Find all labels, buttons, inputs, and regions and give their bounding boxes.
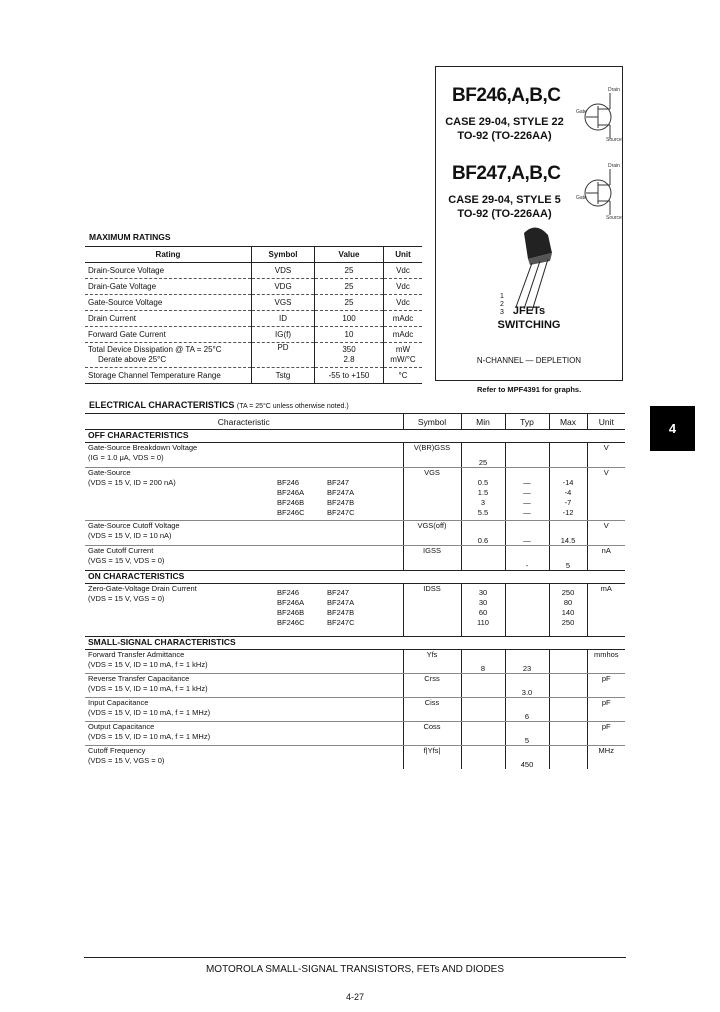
- char-cond: (VGS = 15 V, VDS = 0): [88, 556, 165, 565]
- unit-cell: V: [587, 521, 625, 546]
- max-cell: [549, 722, 587, 746]
- v: 30: [478, 588, 488, 597]
- char-cell: [85, 722, 403, 746]
- off-section: OFF CHARACTERISTICS: [85, 430, 625, 443]
- max-ratings-table: [85, 246, 422, 384]
- char-cell: [85, 521, 403, 546]
- char-name: Forward Transfer Admittance: [88, 650, 185, 659]
- char-name: Cutoff Frequency: [88, 746, 146, 755]
- part: BF246B: [277, 498, 305, 507]
- part-list-2: [327, 478, 355, 518]
- unit-cell: pF: [587, 674, 625, 698]
- source-label-1: Source: [606, 137, 622, 143]
- max-cell: [549, 468, 587, 521]
- max-cell: [549, 746, 587, 770]
- v: 3: [480, 498, 486, 507]
- typ-cell: -: [505, 546, 549, 571]
- v: 250: [561, 588, 575, 597]
- char-name: Gate Cutoff Current: [88, 546, 154, 555]
- symbol-cell: VDS: [252, 263, 315, 279]
- rating-cell: Drain-Gate Voltage: [85, 279, 252, 295]
- small-signal-section: SMALL-SIGNAL CHARACTERISTICS: [85, 637, 625, 650]
- part: BF247C: [327, 618, 355, 627]
- min-cell: 25: [461, 443, 505, 468]
- to92-package-icon: [494, 223, 564, 315]
- electrical-table: [85, 413, 625, 769]
- section-tab: 4: [650, 406, 695, 451]
- part-number-bf246: BF246,A,B,C: [452, 85, 561, 106]
- char-name: Output Capacitance: [88, 722, 155, 731]
- char-cond: (VDS = 15 V, ID = 10 mA, f = 1 kHz): [88, 684, 208, 693]
- char-cell: [85, 746, 403, 770]
- part: BF246B: [277, 608, 305, 617]
- rating-cell: Drain Current: [85, 311, 252, 327]
- min-cell: [461, 546, 505, 571]
- typ-cell: —: [505, 521, 549, 546]
- gate-label-1: Gate: [576, 109, 587, 115]
- col-symbol: Symbol: [252, 247, 315, 263]
- refer-note: Refer to MPF4391 for graphs.: [477, 385, 582, 394]
- electrical-title-line: [89, 400, 349, 410]
- rating-cell: Forward Gate Current: [85, 327, 252, 343]
- table-row: [85, 468, 625, 521]
- char-cond: (VDS = 15 V, VGS = 0): [88, 756, 165, 765]
- sym-cell: Yfs: [403, 650, 461, 674]
- pin-3: 3: [500, 309, 504, 316]
- table-row: [85, 674, 625, 698]
- case-bf246: [442, 115, 567, 143]
- char-cond: (VDS = 15 V, ID = 10 mA, f = 1 MHz): [88, 732, 211, 741]
- unit-cell: pF: [587, 698, 625, 722]
- char-cell: [85, 674, 403, 698]
- col-unit: Unit: [384, 247, 423, 263]
- v: 140: [561, 608, 575, 617]
- footer-rule: [84, 957, 626, 958]
- v: —: [523, 498, 531, 507]
- typ-cell: 23: [505, 650, 549, 674]
- char-cell: [85, 584, 403, 637]
- value-text: 350: [342, 345, 356, 354]
- max-cell: [549, 698, 587, 722]
- unit-cell: °C: [384, 368, 423, 384]
- unit-cell: mmhos: [587, 650, 625, 674]
- v: -7: [564, 498, 572, 507]
- char-cell: [85, 546, 403, 571]
- unit-cell: mAdc: [384, 311, 423, 327]
- rating-cell: Gate-Source Voltage: [85, 295, 252, 311]
- char-cond: (VDS = 15 V, ID = 10 mA, f = 1 kHz): [88, 660, 208, 669]
- min-cell: [461, 698, 505, 722]
- table-row: [85, 722, 625, 746]
- sym-cell: IGSS: [403, 546, 461, 571]
- sym-cell: V(BR)GSS: [403, 443, 461, 468]
- unit-cell: nA: [587, 546, 625, 571]
- value-text-2: 2.8: [343, 355, 355, 364]
- part: BF247B: [327, 498, 355, 507]
- rating-cell: Drain-Source Voltage: [85, 263, 252, 279]
- electrical-title: ELECTRICAL CHARACTERISTICS: [89, 400, 235, 410]
- page-number: 4-27: [345, 992, 364, 1002]
- col-rating: Rating: [85, 247, 252, 263]
- v: —: [523, 478, 531, 487]
- part: BF247B: [327, 608, 355, 617]
- unit-cell: Vdc: [384, 263, 423, 279]
- table-row: [85, 327, 422, 343]
- min-cell: [461, 674, 505, 698]
- v: 0.5: [477, 478, 489, 487]
- jfet-symbol-2-icon: [576, 165, 622, 221]
- package-label-1: TO-92 (TO-226AA): [457, 130, 552, 142]
- char-name: Gate-Source: [88, 468, 131, 477]
- symbol-cell: ID: [252, 311, 315, 327]
- pin-2: 2: [500, 301, 504, 308]
- source-label-2: Source: [606, 215, 622, 221]
- channel-label: N-CHANNEL — DEPLETION: [476, 356, 582, 365]
- table-row: [85, 311, 422, 327]
- v: -14: [562, 478, 574, 487]
- col-symbol: Symbol: [403, 414, 461, 430]
- char-name: Zero-Gate-Voltage Drain Current: [88, 584, 197, 593]
- part: BF246C: [277, 508, 305, 517]
- char-name: Reverse Transfer Capacitance: [88, 674, 190, 683]
- sym-cell: Ciss: [403, 698, 461, 722]
- unit-cell: V: [587, 443, 625, 468]
- symbol-cell: IG(f): [252, 327, 315, 343]
- min-cell: 8: [461, 650, 505, 674]
- typ-cell: 3.0: [505, 674, 549, 698]
- case-bf247: [442, 193, 567, 221]
- part: BF246: [277, 478, 300, 487]
- value-cell: 100: [315, 311, 384, 327]
- table-row: [85, 584, 625, 637]
- drain-label-1: Drain: [608, 87, 620, 93]
- unit-cell: Vdc: [384, 295, 423, 311]
- v: 60: [478, 608, 488, 617]
- v: 30: [478, 598, 488, 607]
- part-list-3: [277, 588, 305, 628]
- package-label-2: TO-92 (TO-226AA): [457, 208, 552, 220]
- part: BF247A: [327, 598, 355, 607]
- symbol-cell: VGS: [252, 295, 315, 311]
- part: BF246A: [277, 598, 305, 607]
- table-row: [85, 746, 625, 770]
- min-cell: [461, 722, 505, 746]
- char-cond: (VDS = 15 V, ID = 10 nA): [88, 531, 172, 540]
- char-cell: [85, 468, 403, 521]
- drain-label-2: Drain: [608, 163, 620, 169]
- v: 1.5: [477, 488, 489, 497]
- min-cell: [461, 468, 505, 521]
- unit-text-2: mW/°C: [390, 355, 416, 364]
- value-cell: [315, 343, 384, 368]
- unit-cell: V: [587, 468, 625, 521]
- char-name: Input Capacitance: [88, 698, 149, 707]
- part: BF246: [277, 588, 300, 597]
- max-cell: 14.5: [549, 521, 587, 546]
- sym-cell: IDSS: [403, 584, 461, 637]
- char-cond: (VDS = 15 V, ID = 200 nA): [88, 478, 176, 487]
- table-row: [85, 546, 625, 571]
- typ-cell: 5: [505, 722, 549, 746]
- v: —: [523, 508, 531, 517]
- footer-text: MOTOROLA SMALL-SIGNAL TRANSISTORS, FETs AND DIODES: [205, 964, 505, 975]
- typ-cell: [505, 443, 549, 468]
- value-cell: -55 to +150: [315, 368, 384, 384]
- v: 80: [563, 598, 573, 607]
- typ-cell: 450: [505, 746, 549, 770]
- char-cell: [85, 698, 403, 722]
- device-info-box: [435, 66, 623, 381]
- unit-cell: mAdc: [384, 327, 423, 343]
- part-list-4: [327, 588, 355, 628]
- symbol-cell: VDG: [252, 279, 315, 295]
- min-cell: [461, 746, 505, 770]
- max-cell: [549, 650, 587, 674]
- v: 5.5: [477, 508, 489, 517]
- col-max: Max: [549, 414, 587, 430]
- case-label-2: CASE 29-04, STYLE 5: [448, 194, 561, 206]
- value-cell: 10: [315, 327, 384, 343]
- sym-cell: VGS: [403, 468, 461, 521]
- symbol-cell: Tstg: [252, 368, 315, 384]
- table-row: [85, 295, 422, 311]
- jfet-type: [436, 304, 622, 332]
- rating-text-2: Derate above 25°C: [98, 355, 167, 364]
- char-cond: (IG = 1.0 μA, VDS = 0): [88, 453, 164, 462]
- table-row: [85, 650, 625, 674]
- max-cell: 5: [549, 546, 587, 571]
- col-value: Value: [315, 247, 384, 263]
- symbol-cell: PD: [252, 343, 315, 368]
- max-ratings-title: MAXIMUM RATINGS: [89, 232, 171, 242]
- typ-cell: 6: [505, 698, 549, 722]
- typ-cell: [505, 584, 549, 637]
- max-cell: [549, 674, 587, 698]
- unit-cell: pF: [587, 722, 625, 746]
- col-typ: Typ: [505, 414, 549, 430]
- unit-cell: mA: [587, 584, 625, 637]
- part-number-bf247: BF247,A,B,C: [452, 163, 561, 184]
- sym-cell: Crss: [403, 674, 461, 698]
- pin-1: 1: [500, 293, 504, 300]
- rating-text: Total Device Dissipation @ TA = 25°C: [88, 345, 222, 354]
- sym-cell: VGS(off): [403, 521, 461, 546]
- part-list-1: [277, 478, 305, 518]
- value-cell: 25: [315, 295, 384, 311]
- min-cell: [461, 584, 505, 637]
- rating-cell: Storage Channel Temperature Range: [85, 368, 252, 384]
- use-label: SWITCHING: [497, 319, 561, 331]
- v: 110: [477, 618, 489, 627]
- unit-cell: [384, 343, 423, 368]
- max-cell: [549, 443, 587, 468]
- part: BF246A: [277, 488, 305, 497]
- on-section: ON CHARACTERISTICS: [85, 571, 625, 584]
- v: -4: [564, 488, 572, 497]
- col-unit: Unit: [587, 414, 625, 430]
- table-row: [85, 343, 422, 368]
- part: BF247: [327, 478, 350, 487]
- value-cell: 25: [315, 263, 384, 279]
- char-name: Gate-Source Breakdown Voltage: [88, 443, 198, 452]
- col-characteristic: Characteristic: [85, 414, 403, 430]
- part: BF247: [327, 588, 350, 597]
- table-row: [85, 698, 625, 722]
- char-cell: [85, 443, 403, 468]
- char-cell: [85, 650, 403, 674]
- table-row: [85, 263, 422, 279]
- electrical-cond: (TA = 25°C unless otherwise noted.): [236, 403, 349, 410]
- unit-cell: Vdc: [384, 279, 423, 295]
- gate-label-2: Gate: [576, 195, 587, 201]
- unit-cell: MHz: [587, 746, 625, 770]
- case-label-1: CASE 29-04, STYLE 22: [445, 116, 564, 128]
- v: 250: [561, 618, 575, 627]
- min-cell: 0.6: [461, 521, 505, 546]
- sym-cell: Coss: [403, 722, 461, 746]
- part: BF246C: [277, 618, 305, 627]
- sym-cell: f|Yfs|: [403, 746, 461, 770]
- table-row: [85, 368, 422, 384]
- char-cond: (VDS = 15 V, ID = 10 mA, f = 1 MHz): [88, 708, 211, 717]
- table-row: [85, 521, 625, 546]
- v: —: [523, 488, 531, 497]
- unit-text: mW: [395, 345, 411, 354]
- char-cond: (VDS = 15 V, VGS = 0): [88, 594, 165, 603]
- max-cell: [549, 584, 587, 637]
- value-cell: 25: [315, 279, 384, 295]
- part: BF247C: [327, 508, 355, 517]
- table-row: [85, 443, 625, 468]
- table-row: [85, 279, 422, 295]
- col-min: Min: [461, 414, 505, 430]
- rating-cell: [85, 343, 252, 368]
- type-label: JFETs: [512, 305, 546, 317]
- typ-cell: [505, 468, 549, 521]
- char-name: Gate-Source Cutoff Voltage: [88, 521, 180, 530]
- v: -12: [562, 508, 574, 517]
- part: BF247A: [327, 488, 355, 497]
